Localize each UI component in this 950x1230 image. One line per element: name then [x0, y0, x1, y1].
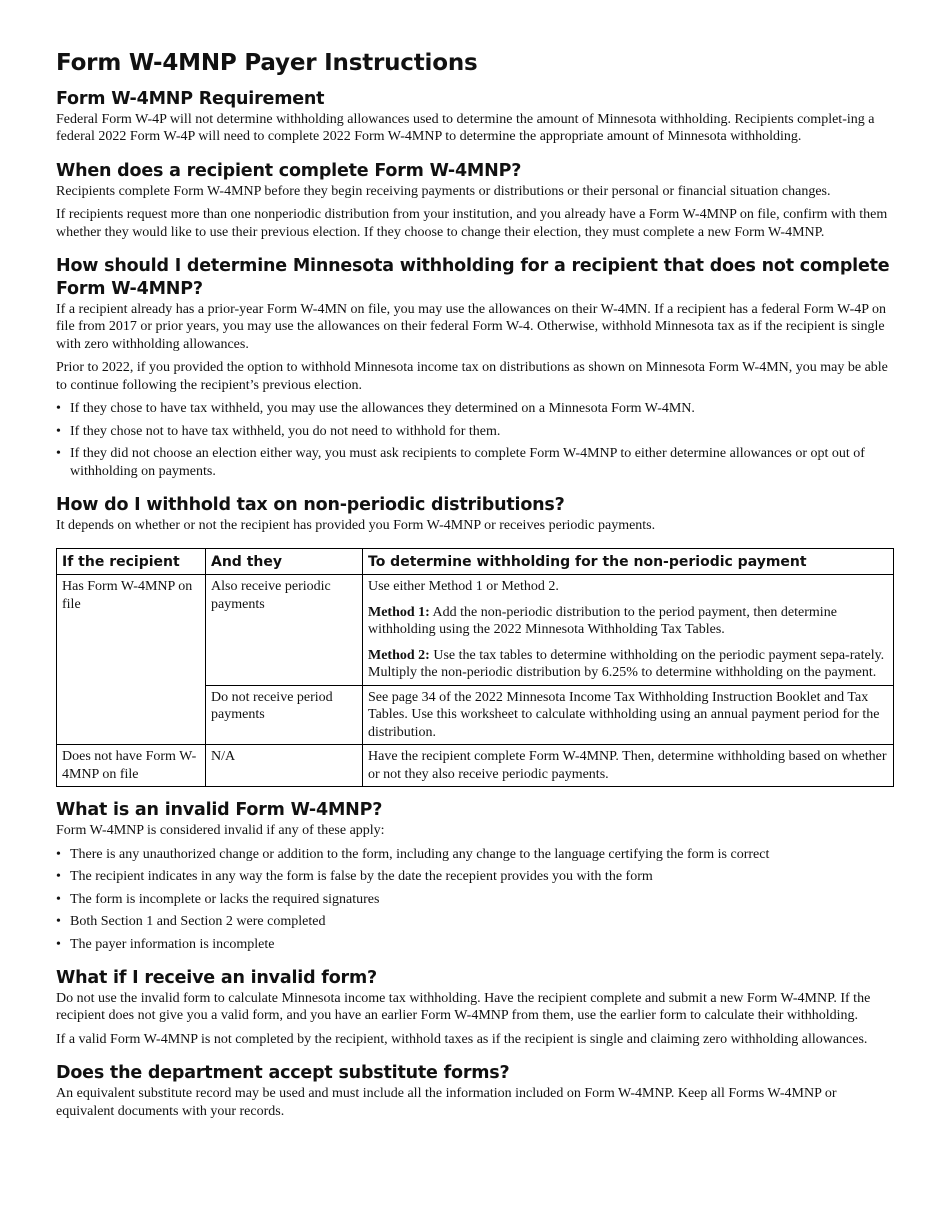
withholding-table	[56, 548, 894, 787]
list-item-text: If they chose to have tax withheld, you may use the allowances they determined on a Minnesota Form W-4MN.	[70, 401, 695, 416]
list-item	[56, 868, 894, 886]
table-cell: Does not have Form W-4MNP on file	[57, 745, 206, 787]
nonperiodic-heading: How do I withhold tax on non-periodic distributions?	[56, 495, 565, 515]
table-cell: Also receive periodic payments	[206, 575, 363, 686]
cell-paragraph: Use either Method 1 or Method 2.	[368, 579, 559, 595]
method-2-label: Method 2:	[368, 647, 430, 663]
list-item-text: Both Section 1 and Section 2 were completed	[70, 914, 326, 929]
method-1-label: Method 1:	[368, 604, 430, 620]
list-item	[56, 423, 894, 441]
bullet-glyph: •	[56, 846, 61, 862]
table-cell: Do not receive period payments	[206, 685, 363, 745]
list-item-text: If they chose not to have tax withheld, you do not need to withhold for them.	[70, 423, 501, 439]
column-header: If the recipient	[57, 549, 206, 575]
table-cell: Has Form W-4MNP on file	[57, 575, 206, 745]
list-item	[56, 400, 894, 418]
when-heading: When does a recipient complete Form W-4MNP?	[56, 160, 522, 181]
table-row	[57, 575, 894, 686]
how-determine-paragraph-1: If a recipient already has a prior-year Form W-4MN on file, you may use the allowances on their W-4MN. If a recipient has a federal Form W-4P on file from 2017 or prior years, you may use the allowances on their federal Form W-4. Otherwise, withhold Minnesota tax as if the recipient is single with zero withholding allowances.	[56, 301, 886, 352]
substitute-heading: Does the department accept substitute forms?	[56, 1063, 510, 1084]
list-item	[56, 913, 894, 931]
page-title: Form W-4MNP Payer Instructions	[56, 50, 478, 76]
bullet-glyph: •	[56, 914, 61, 929]
how-determine-list	[56, 400, 894, 480]
invalid-paragraph: Form W-4MNP is considered invalid if any of these apply:	[56, 823, 385, 838]
table-row	[57, 745, 894, 787]
when-paragraph-2: If recipients request more than one nonperiodic distribution from your institution, and you already have a Form W-4MNP on file, confirm with them whether they would like to use their previous election. If they choose to change their election, they must complete a new Form W-4MNP.	[56, 207, 888, 240]
bullet-glyph: •	[56, 869, 61, 884]
invalid-list	[56, 846, 894, 954]
table-cell: N/A	[206, 745, 363, 787]
list-item-text: The payer information is incomplete	[70, 936, 275, 952]
how-determine-paragraph-2: Prior to 2022, if you provided the option to withhold Minnesota income tax on distributions as shown on Minnesota Form W-4MN, you may be able to continue following the recipient’s previous election.	[56, 360, 888, 393]
method-1-paragraph	[368, 604, 888, 639]
bullet-glyph: •	[56, 423, 61, 439]
list-item	[56, 846, 894, 864]
bullet-glyph: •	[56, 891, 61, 907]
column-header: To determine withholding for the non-periodic payment	[363, 549, 894, 575]
bullet-glyph: •	[56, 401, 61, 416]
substitute-paragraph: An equivalent substitute record may be used and must include all the information included on Form W-4MNP. Keep all Forms W-4MNP or equivalent documents with your records.	[56, 1086, 837, 1119]
method-2-text: Use the tax tables to determine withholding on the periodic payment sepa-rately. Multiply the non-periodic distribution by 6.25% to determine withholding on the payment.	[368, 647, 885, 681]
method-2-paragraph	[368, 647, 888, 682]
list-item-text: The recipient indicates in any way the form is false by the date the recepient provides you with the form	[70, 869, 653, 884]
list-item	[56, 445, 894, 480]
table-header-row	[57, 549, 894, 575]
bullet-glyph: •	[56, 446, 61, 461]
list-item	[56, 891, 894, 909]
table-cell: See page 34 of the 2022 Minnesota Income Tax Withholding Instruction Booklet and Tax Tables. Use this worksheet to calculate withholding using an annual payment period for the distribution.	[363, 685, 894, 745]
receive-invalid-paragraph-1: Do not use the invalid form to calculate Minnesota income tax withholding. Have the recipient complete and submit a new Form W-4MNP. If the recipient does not give you a valid form, and you have an earlier Form W-4MNP from them, use the earlier form to calculate their withholding.	[56, 990, 871, 1024]
nonperiodic-paragraph: It depends on whether or not the recipient has provided you Form W-4MNP or receives periodic payments.	[56, 517, 656, 533]
how-determine-heading: How should I determine Minnesota withholding for a recipient that does not complete Form W-4MNP?	[56, 256, 890, 299]
method-1-text: Add the non-periodic distribution to the period payment, then determine withholding using the 2022 Minnesota Withholding Tax Tables.	[368, 604, 837, 638]
column-header: And they	[206, 549, 363, 575]
receive-invalid-heading: What if I receive an invalid form?	[56, 968, 377, 988]
when-paragraph-1: Recipients complete Form W-4MNP before they begin receiving payments or distributions or their personal or financial situation changes.	[56, 183, 831, 199]
table-cell	[363, 575, 894, 686]
invalid-heading: What is an invalid Form W-4MNP?	[56, 800, 383, 821]
list-item-text: If they did not choose an election either way, you must ask recipients to complete Form W-4MNP to either determine allowances or opt out of withholding on payments.	[70, 446, 865, 479]
list-item	[56, 936, 894, 954]
bullet-glyph: •	[56, 936, 61, 952]
list-item-text: The form is incomplete or lacks the required signatures	[70, 891, 380, 907]
list-item-text: There is any unauthorized change or addition to the form, including any change to the language certifying the form is correct	[70, 846, 770, 862]
requirement-heading: Form W-4MNP Requirement	[56, 89, 325, 109]
requirement-paragraph: Federal Form W-4P will not determine withholding allowances used to determine the amount of Minnesota withholding. Recipients complet-ing a federal 2022 Form W-4P will need to complete 2022 Form W-4MNP to determine the appropriate amount of Minnesota withholding.	[56, 111, 875, 145]
table-cell: Have the recipient complete Form W-4MNP. Then, determine withholding based on whether or not they also receive periodic payments.	[363, 745, 894, 787]
receive-invalid-paragraph-2: If a valid Form W-4MNP is not completed by the recipient, withhold taxes as if the recipient is single and claiming zero withholding allowances.	[56, 1031, 868, 1047]
